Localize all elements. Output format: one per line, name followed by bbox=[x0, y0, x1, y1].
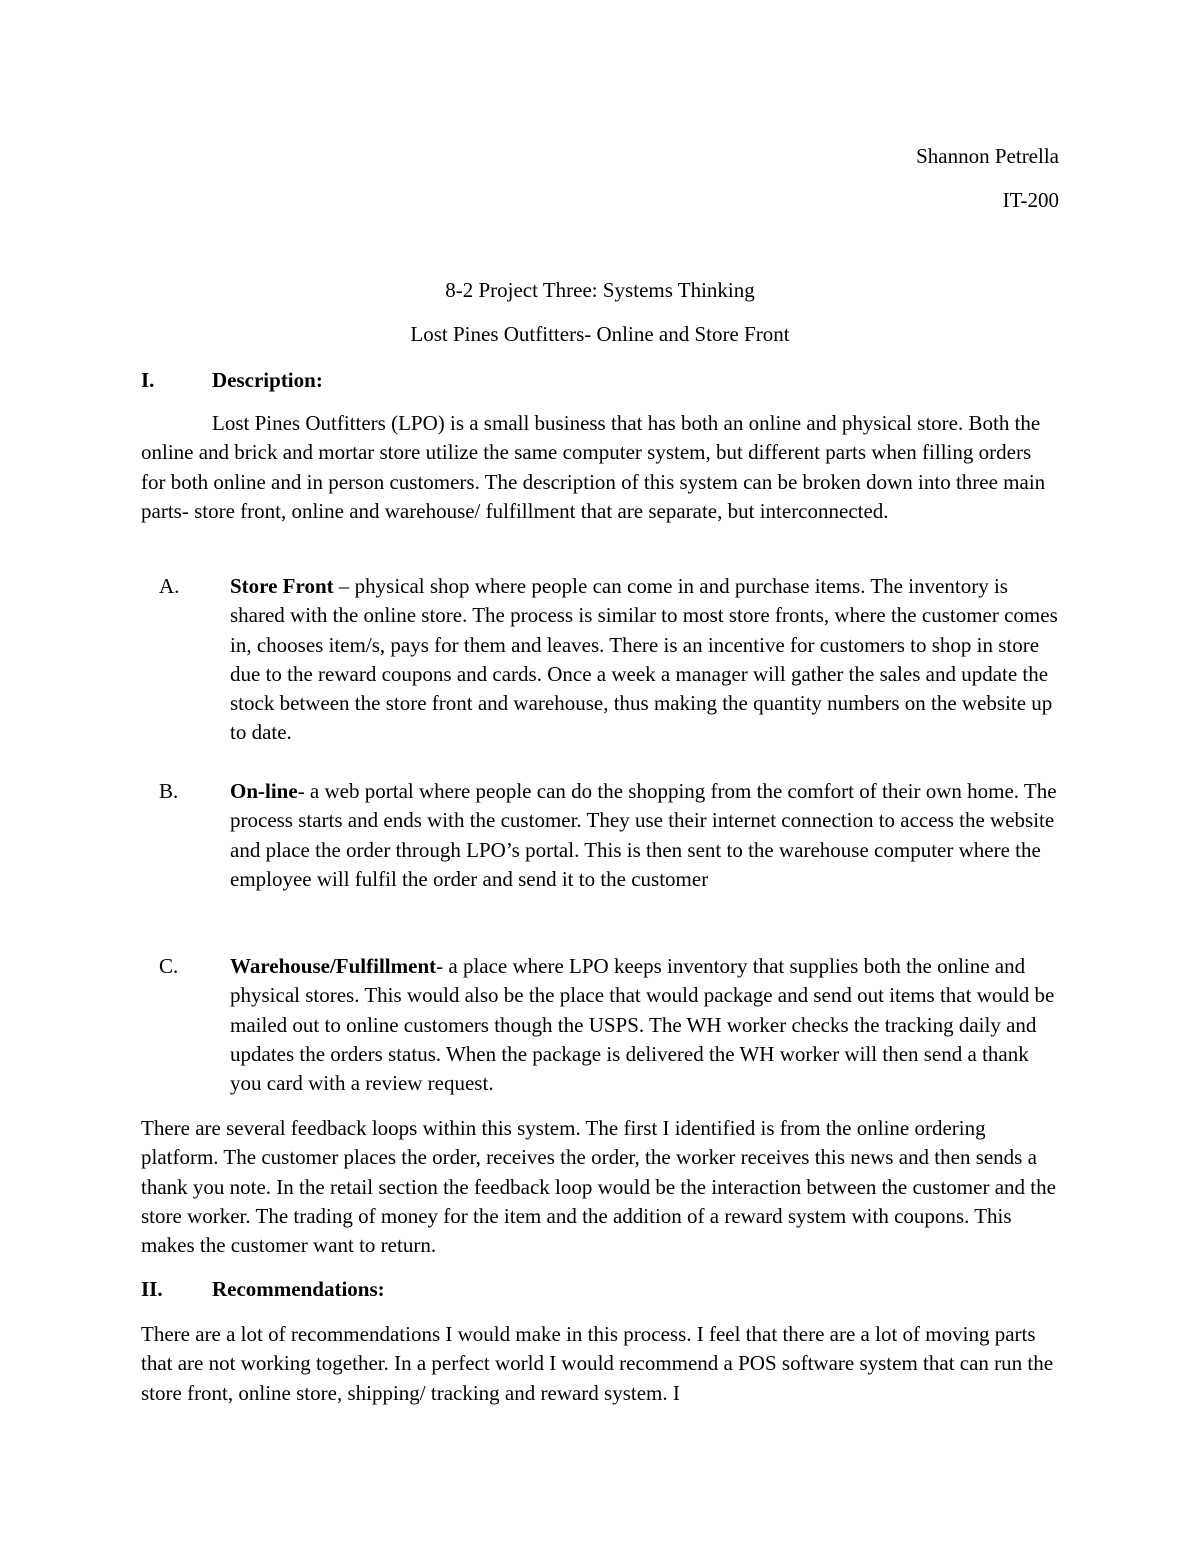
list-item-letter: A. bbox=[159, 574, 180, 598]
list-item-letter: B. bbox=[159, 779, 179, 803]
section-heading-description bbox=[141, 366, 323, 395]
document-title: 8-2 Project Three: Systems Thinking bbox=[445, 278, 755, 302]
list-item-term: On-line bbox=[230, 779, 298, 803]
list-item-warehouse bbox=[141, 952, 1059, 1098]
list-item-text: – physical shop where people can come in and purchase items. The inventory is shared with the online store. The process is similar to most store fronts, where the customer comes in, chooses item/s, pays for them and leaves. There is an incentive for customers to shop in store due to the reward coupons and cards. Once a week a manager will gather the sales and update the stock between the store front and warehouse, thus making the quantity numbers on the website up to date. bbox=[230, 574, 1058, 745]
list-item-body bbox=[230, 777, 1059, 894]
section-number: I. bbox=[141, 368, 155, 392]
document-subtitle: Lost Pines Outfitters- Online and Store Front bbox=[410, 322, 790, 346]
list-item-term: Store Front bbox=[230, 574, 334, 598]
section-title: Description: bbox=[212, 368, 323, 392]
list-item-online bbox=[141, 777, 1059, 894]
list-item-letter: C. bbox=[159, 954, 179, 978]
feedback-paragraph: There are several feedback loops within this system. The first I identified is from the online ordering platform. The customer places the order, receives the order, the worker receives this news and then sends a thank you note. In the retail section the feedback loop would be the interaction between the customer and the store worker. The trading of money for the item and the addition of a reward system with coupons. This makes the customer want to return. bbox=[141, 1116, 1056, 1258]
list-item-store-front bbox=[141, 572, 1059, 748]
section-heading-recommendations bbox=[141, 1275, 385, 1304]
section-title: Recommendations: bbox=[212, 1277, 385, 1301]
list-item-term: Warehouse/Fulfillment bbox=[230, 954, 437, 978]
section-number: II. bbox=[141, 1277, 163, 1301]
list-item-text: - a place where LPO keeps inventory that supplies both the online and physical stores. This would also be the place that would package and send out items that would be mailed out to online customers though the USPS. The WH worker checks the tracking daily and updates the orders status. When the package is delivered the WH worker will then send a thank you card with a review request. bbox=[230, 954, 1055, 1096]
recommendations-paragraph: There are a lot of recommendations I would make in this process. I feel that there are a lot of moving parts that are not working together. In a perfect world I would recommend a POS software system that can run the store front, online store, shipping/ tracking and reward system. I bbox=[141, 1322, 1054, 1405]
description-paragraph: Lost Pines Outfitters (LPO) is a small business that has both an online and physical store. Both the online and brick and mortar store utilize the same computer system, but different parts when filling orders for both online and in person customers. The description of this system can be broken down into three main parts- store front, online and warehouse/ fulfillment that are separate, but interconnected. bbox=[141, 411, 1046, 523]
list-item-body bbox=[230, 952, 1059, 1098]
list-item-text: - a web portal where people can do the shopping from the comfort of their own home. The process starts and ends with the customer. They use their internet connection to access the website and place the order through LPO’s portal. This is then sent to the warehouse computer where the employee will fulfil the order and send it to the customer bbox=[230, 779, 1057, 891]
course-code: IT-200 bbox=[1002, 188, 1059, 212]
list-item-body bbox=[230, 572, 1059, 748]
author-name: Shannon Petrella bbox=[916, 144, 1059, 168]
